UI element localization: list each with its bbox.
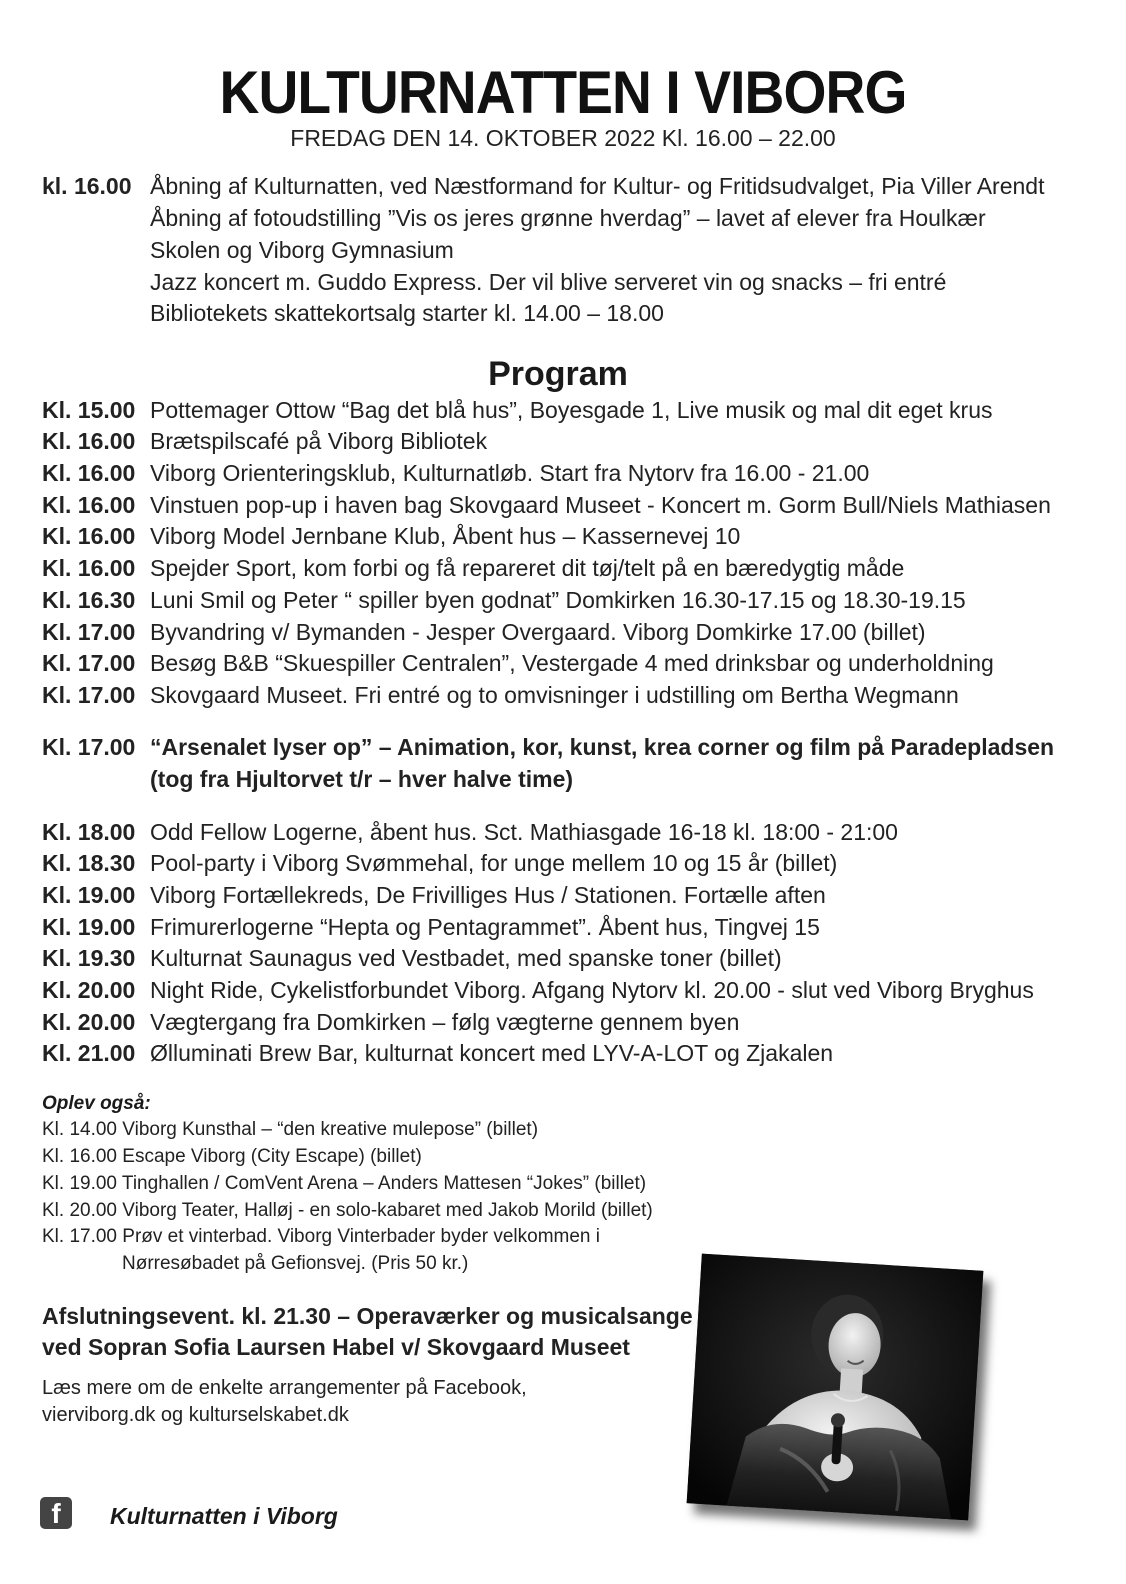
item-time: Kl. 18.30 xyxy=(42,850,136,876)
oplev-line: Kl. 16.00 Escape Viborg (City Escape) (billet) xyxy=(42,1146,422,1167)
program-item xyxy=(42,942,782,974)
date-subtitle: FREDAG DEN 14. OKTOBER 2022 Kl. 16.00 – 22.00 xyxy=(290,125,836,151)
program-item xyxy=(42,816,898,848)
program-item xyxy=(42,616,926,648)
item-text: “Arsenalet lyser op” – Animation, kor, kunst, krea corner og film på Paradepladsen xyxy=(150,734,1055,760)
item-text: Odd Fellow Logerne, åbent hus. Sct. Mathiasgade 16-18 kl. 18:00 - 21:00 xyxy=(150,819,898,845)
item-time: Kl. 16.30 xyxy=(42,587,136,613)
program-item xyxy=(42,394,993,426)
item-time: Kl. 21.00 xyxy=(42,1040,136,1066)
item-text: Pottemager Ottow “Bag det blå hus”, Boyesgade 1, Live musik og mal dit eget krus xyxy=(150,397,993,423)
featured-item xyxy=(42,731,1054,763)
opening-line: Skolen og Viborg Gymnasium xyxy=(150,237,454,263)
singer-photo xyxy=(687,1254,984,1521)
facebook-page-label[interactable]: Kulturnatten i Viborg xyxy=(110,1503,338,1529)
item-time: Kl. 18.00 xyxy=(42,819,136,845)
program-item xyxy=(42,1006,739,1038)
item-text: Pool-party i Viborg Svømmehal, for unge mellem 10 og 15 år (billet) xyxy=(150,850,838,876)
opening-row xyxy=(42,170,1044,202)
item-time: Kl. 19.30 xyxy=(42,945,136,971)
item-time: Kl. 20.00 xyxy=(42,977,136,1003)
item-time: Kl. 17.00 xyxy=(42,734,136,760)
page-title: KULTURNATTEN I VIBORG xyxy=(219,59,907,126)
program-item xyxy=(42,457,869,489)
oplev-heading: Oplev også: xyxy=(42,1093,151,1114)
item-time: Kl. 16.00 xyxy=(42,555,136,581)
program-item xyxy=(42,552,904,584)
item-time: Kl. 16.00 xyxy=(42,460,136,486)
opening-line: Åbning af fotoudstilling ”Vis os jeres grønne hverdag” – lavet af elever fra Houlkær xyxy=(150,205,986,231)
item-text: Besøg B&B “Skuespiller Centralen”, Vestergade 4 med drinksbar og underholdning xyxy=(150,650,994,676)
readmore-line: vierviborg.dk og kulturselskabet.dk xyxy=(42,1404,349,1426)
item-time: Kl. 16.00 xyxy=(42,428,136,454)
program-item xyxy=(42,425,487,457)
program-item xyxy=(42,489,1051,521)
program-item xyxy=(42,1037,833,1069)
opening-line: Jazz koncert m. Guddo Express. Der vil blive serveret vin og snacks – fri entré xyxy=(150,269,947,295)
program-item xyxy=(42,879,826,911)
item-text: Viborg Orienteringsklub, Kulturnatløb. Start fra Nytorv fra 16.00 - 21.00 xyxy=(150,460,870,486)
item-text: Viborg Model Jernbane Klub, Åbent hus – Kassernevej 10 xyxy=(150,523,741,549)
oplev-line: Kl. 14.00 Viborg Kunsthal – “den kreative mulepose” (billet) xyxy=(42,1119,539,1140)
item-time: Kl. 17.00 xyxy=(42,682,136,708)
item-text: Vægtergang fra Domkirken – følg vægterne gennem byen xyxy=(150,1009,740,1035)
item-time: Kl. 16.00 xyxy=(42,523,136,549)
item-text: Skovgaard Museet. Fri entré og to omvisninger i udstilling om Bertha Wegmann xyxy=(150,682,959,708)
item-time: Kl. 19.00 xyxy=(42,882,136,908)
item-text: Viborg Fortællekreds, De Frivilliges Hus / Stationen. Fortælle aften xyxy=(150,882,826,908)
item-text: Night Ride, Cykelistforbundet Viborg. Afgang Nytorv kl. 20.00 - slut ved Viborg Bryghus xyxy=(150,977,1034,1003)
closing-event-line: Afslutningsevent. kl. 21.30 – Operaværker og musicalsange xyxy=(42,1303,693,1329)
program-item xyxy=(42,520,740,552)
program-item xyxy=(42,847,837,879)
item-time: Kl. 16.00 xyxy=(42,492,136,518)
opening-line: Bibliotekets skattekortsalg starter kl. 14.00 – 18.00 xyxy=(150,300,664,326)
program-item xyxy=(42,584,966,616)
item-time: Kl. 17.00 xyxy=(42,619,136,645)
item-time: Kl. 20.00 xyxy=(42,1009,136,1035)
opening-line: Åbning af Kulturnatten, ved Næstformand for Kultur- og Fritidsudvalget, Pia Viller Arendt xyxy=(150,173,1045,199)
item-text: Frimurerlogerne “Hepta og Pentagrammet”. Åbent hus, Tingvej 15 xyxy=(150,914,820,940)
opening-time: kl. 16.00 xyxy=(42,173,132,199)
oplev-line: Kl. 19.00 Tinghallen / ComVent Arena – Anders Mattesen “Jokes” (billet) xyxy=(42,1173,647,1194)
oplev-continuation: Nørresøbadet på Gefionsvej. (Pris 50 kr.) xyxy=(122,1253,469,1274)
program-item xyxy=(42,911,820,943)
singer-photo-illustration xyxy=(687,1254,984,1521)
featured-item-continuation: (tog fra Hjultorvet t/r – hver halve time) xyxy=(150,766,574,792)
oplev-line: Kl. 17.00 Prøv et vinterbad. Viborg Vinterbader byder velkommen i xyxy=(42,1226,600,1247)
program-item xyxy=(42,679,959,711)
closing-event-line: ved Sopran Sofia Laursen Habel v/ Skovgaard Museet xyxy=(42,1334,630,1360)
program-item xyxy=(42,974,1034,1006)
program-heading: Program xyxy=(488,355,628,393)
facebook-icon[interactable]: f xyxy=(40,1497,72,1529)
item-text: Luni Smil og Peter “ spiller byen godnat” Domkirken 16.30-17.15 og 18.30-19.15 xyxy=(150,587,966,613)
item-text: Byvandring v/ Bymanden - Jesper Overgaard. Viborg Domkirke 17.00 (billet) xyxy=(150,619,926,645)
program-item xyxy=(42,647,994,679)
item-text: Vinstuen pop-up i haven bag Skovgaard Museet - Koncert m. Gorm Bull/Niels Mathiasen xyxy=(150,492,1051,518)
oplev-line: Kl. 20.00 Viborg Teater, Halløj - en solo-kabaret med Jakob Morild (billet) xyxy=(42,1200,653,1221)
item-time: Kl. 17.00 xyxy=(42,650,136,676)
item-text: Ølluminati Brew Bar, kulturnat koncert med LYV-A-LOT og Zjakalen xyxy=(150,1040,834,1066)
item-time: Kl. 15.00 xyxy=(42,397,136,423)
item-time: Kl. 19.00 xyxy=(42,914,136,940)
item-text: Kulturnat Saunagus ved Vestbadet, med spanske toner (billet) xyxy=(150,945,782,971)
readmore-line: Læs mere om de enkelte arrangementer på Facebook, xyxy=(42,1377,527,1399)
item-text: Brætspilscafé på Viborg Bibliotek xyxy=(150,428,488,454)
item-text: Spejder Sport, kom forbi og få repareret dit tøj/telt på en bæredygtig måde xyxy=(150,555,905,581)
